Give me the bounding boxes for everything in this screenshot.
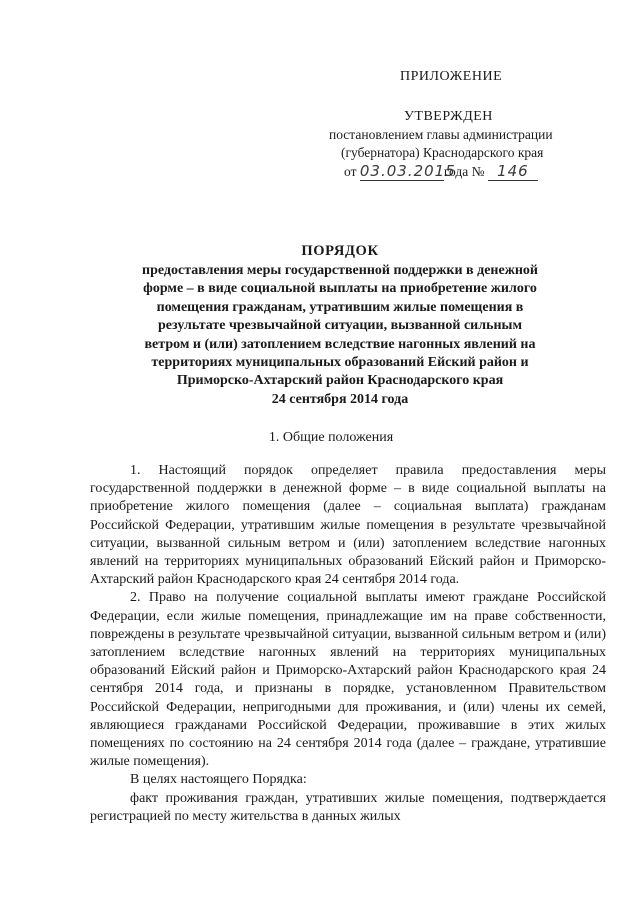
appendix-label: ПРИЛОЖЕНИЕ <box>400 69 503 84</box>
subtitle-line: ветром и (или) затоплением вследствие нагонных явлений на <box>144 336 536 352</box>
section-title-text: 1. Общие положения <box>268 430 394 445</box>
approval-line-1: постановлением главы администрации <box>329 127 553 142</box>
paragraph: 1. Настоящий порядок определяет правила предоставления меры государственной поддержки в денежной форме – в виде социальной выплаты на приобретение жилого помещения (далее – социальная выплата) гражданам Российской Федерации, утратившим жилые помещения в результате чрезвычайной ситуации, вызванной сильным ветром и (или) затоплением вследствие нагонных явлений на территориях муниципальных образований Ейский район и Приморско-Ахтарский район Краснодарского края 24 сентября 2014 года. <box>90 463 606 588</box>
paragraph: 2. Право на получение социальной выплаты имеют граждане Российской Федерации, если жилые помещения, принадлежащие им на праве собственности, повреждены в результате чрезвычайной ситуации, вызванной сильным ветром и (или) затоплением вследствие нагонных явлений на территориях муниципальных образований Ейский район и Приморско-Ахтарский район Краснодарского края 24 сентября 2014 года, и признаны в порядке, установленном Правительством Российской Федерации, непригодными для проживания, и (или) члены их семей, являющиеся гражданами Российской Федерации, проживавшие в этих жилых помещениях по состоянию на 24 сентября 2014 года (далее – граждане, утратившие жилые помещения). <box>90 590 606 770</box>
paragraph: В целях настоящего Порядка: <box>130 772 307 788</box>
handwritten-number: 146 <box>488 162 538 181</box>
paragraph: факт проживания граждан, утративших жилые помещения, подтверждается регистрацией по месту жительства в данных жилых <box>90 790 606 824</box>
subtitle-line: помещения гражданам, утратившим жилые помещения в <box>156 299 524 315</box>
approved-label: УТВЕРЖДЕН <box>404 109 493 124</box>
document-body <box>90 462 606 826</box>
handwritten-date: 03.03.2015 <box>359 162 456 180</box>
subtitle-line: предоставления меры государственной поддержки в денежной <box>142 263 538 278</box>
year-label: года № <box>443 164 485 179</box>
document-heading <box>120 242 560 409</box>
subtitle-line: Приморско-Ахтарский район Краснодарского края <box>176 373 504 389</box>
approval-date-row <box>344 162 538 181</box>
section-title <box>0 430 640 446</box>
date-prefix: от <box>344 164 357 179</box>
subtitle-line: результате чрезвычайной ситуации, вызванной сильным <box>157 318 523 334</box>
document-title: ПОРЯДОК <box>301 243 379 259</box>
subtitle-line: 24 сентября 2014 года <box>271 391 409 407</box>
approval-line-2: (губернатора) Краснодарского края <box>341 145 544 160</box>
subtitle-line: территориях муниципальных образований Ейский район и <box>151 355 529 371</box>
subtitle-line: форме – в виде социальной выплаты на приобретение жилого <box>143 281 537 297</box>
